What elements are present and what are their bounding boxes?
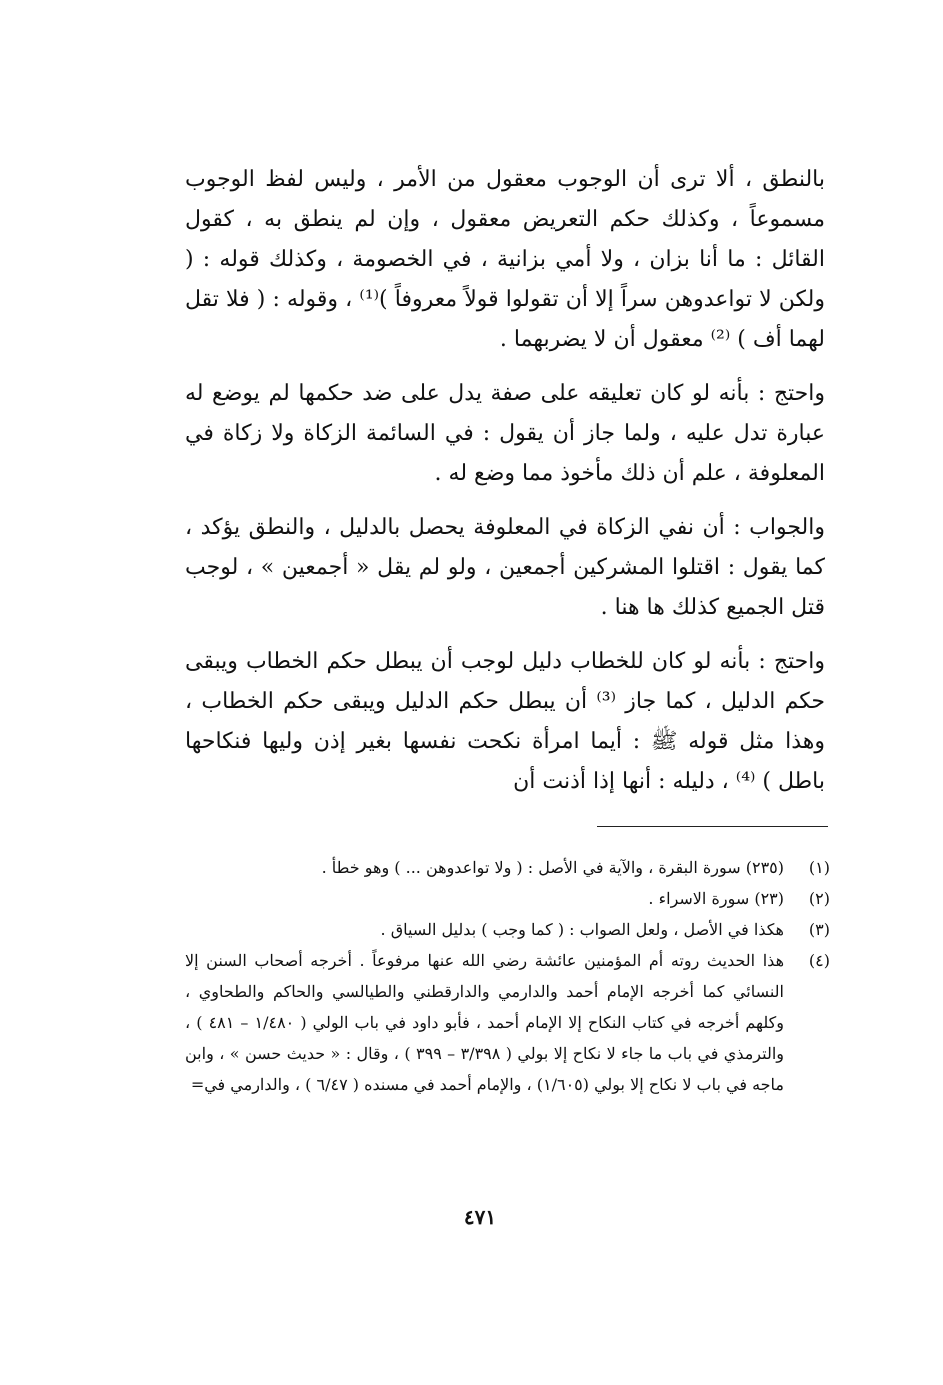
page-number: ٤٧١: [463, 1205, 497, 1229]
footnote-text: (٢٣٥) سورة البقرة ، والآية في الأصل : ( ولا تواعدوهن ... ) وهو خطأ .: [321, 858, 784, 877]
paragraph-1: بالنطق ، ألا ترى أن الوجوب معقول من الأمر ، وليس لفظ الوجوب مسموعاً ، وكذلك حكم التعريض معقول ، وإن لم ينطق به ، كقول القائل : ما أنا بزان ، ولا أمي بزانية ، في الخصومة ، وكذلك قوله : ( ولكن لا تواعدوهن سراً إلا أن تقولوا قولاً معروفاً )⁽¹⁾ ، وقوله : ( فلا تقل لهما أف ) ⁽²⁾ معقول أن لا يضربهما .: [185, 167, 825, 352]
footnote-number: (١): [808, 858, 830, 877]
main-text: [185, 160, 825, 816]
footnote-text: هكذا في الأصل ، ولعل الصواب : ( كما وجب ) بدليل السياق .: [380, 920, 784, 939]
footnote-2: [185, 883, 830, 914]
paragraph-4: واحتج : بأنه لو كان للخطاب دليل لوجب أن يبطل حكم الخطاب ويبقى حكم الدليل ، كما جاز ⁽³⁾ أن يبطل حكم الدليل ويبقى حكم الخطاب ، وهذا مثل قوله ﷺ : أيما امرأة نكحت نفسها بغير إذن وليها فنكاحها باطل ) ⁽⁴⁾ ، دليله : أنها إذا أذنت أن: [185, 649, 825, 794]
footnote-3: [185, 914, 830, 945]
paragraph-3: والجواب : أن نفي الزكاة في المعلوفة يحصل بالدليل ، والنطق يؤكد ، كما يقول : اقتلوا المشركين أجمعين ، ولو لم يقل « أجمعين » ، لوجب قتل الجميع كذلك ها هنا .: [185, 515, 825, 620]
footnote-number: (٤): [808, 951, 830, 970]
footnote-number: (٣): [808, 920, 830, 939]
footnote-1: [185, 852, 830, 883]
footnote-text: هذا الحديث روته أم المؤمنين عائشة رضي الله عنها مرفوعاً . أخرجه أصحاب السنن إلا النسائي كما أخرجه الإمام أحمد والدارمي والدارقطني والطيالسي والحاكم والطحاوي ، وكلهم أخرجه في كتاب النكاح إلا الإمام أحمد ، فأبو داود في باب الولي ( ١/٤٨٠ – ٤٨١ ) ، والترمذي في باب ما جاء لا نكاح إلا بولي ( ٣/٣٩٨ – ٣٩٩ ) ، وقال : « حديث حسن » ، وابن ماجه في باب لا نكاح إلا بولي (١/٦٠٥) ، والإمام أحمد في مسنده ( ٦/٤٧ ) ، والدارمي في=: [185, 951, 785, 1094]
footnote-separator: [597, 826, 828, 827]
footnote-text: (٢٣) سورة الاسراء .: [648, 889, 784, 908]
footnote-4: [185, 945, 830, 1100]
footnote-number: (٢): [808, 889, 830, 908]
footnotes: [185, 852, 830, 1100]
paragraph-2: واحتج : بأنه لو كان تعليقه على صفة يدل على ضد حكمها لم يوضع له عبارة تدل عليه ، ولما جاز أن يقول : في السائمة الزكاة ولا زكاة في المعلوفة ، علم أن ذلك مأخوذ مما وضع له .: [185, 381, 825, 486]
